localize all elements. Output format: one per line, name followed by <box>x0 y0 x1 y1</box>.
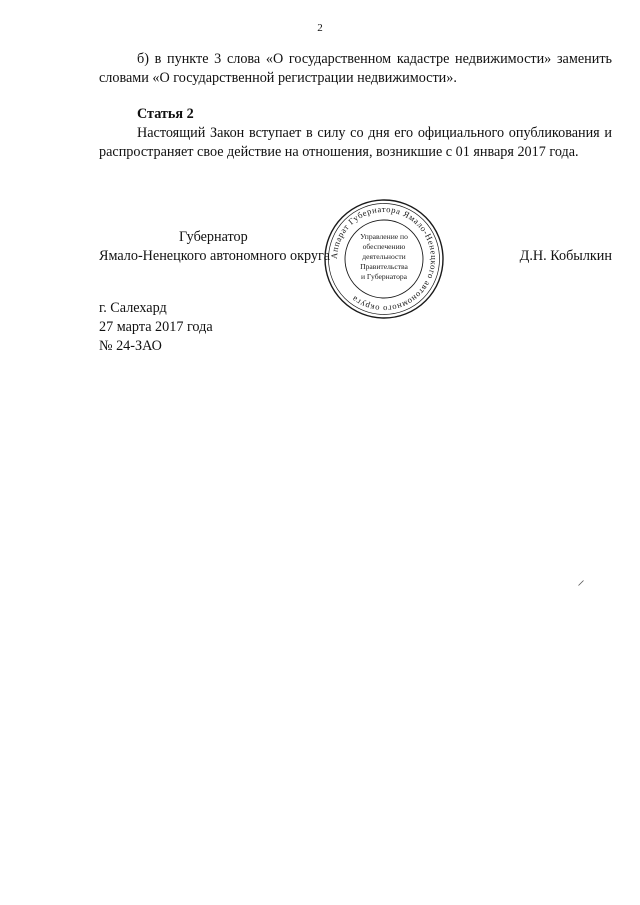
article-2-text: Настоящий Закон вступает в силу со дня его официального опубликования и распространяет свое действие на отношения, возникшие с 01 января 2017 года. <box>99 125 612 160</box>
seal-line-4: Правительства <box>360 262 408 271</box>
official-seal-stamp <box>322 197 446 321</box>
amendment-paragraph-b <box>99 50 612 88</box>
governor-title: Губернатор <box>179 229 248 245</box>
stray-mark-icon <box>578 580 584 586</box>
footer-city: г. Салехард <box>99 300 167 316</box>
seal-line-3: деятельности <box>362 252 406 261</box>
governor-name: Д.Н. Кобылкин <box>519 248 612 264</box>
seal-ring-text: Аппарат Губернатора Ямало-Ненецкого автономного округа <box>328 203 440 315</box>
seal-line-2: обеспечению <box>362 242 406 251</box>
seal-line-1: Управление по <box>360 232 408 241</box>
paragraph-b-text: б) в пункте 3 слова «О государственном кадастре недвижимости» заменить словами «О государственной регистрации недвижимости». <box>99 51 612 86</box>
governor-region: Ямало-Ненецкого автономного округа <box>99 248 331 264</box>
page-number: 2 <box>317 22 323 34</box>
footer-date: 27 марта 2017 года <box>99 319 213 335</box>
article-2 <box>99 105 612 162</box>
footer-number: № 24-ЗАО <box>99 338 162 354</box>
article-2-title: Статья 2 <box>137 106 194 122</box>
seal-line-5: и Губернатора <box>360 272 408 281</box>
document-footer <box>99 299 213 356</box>
